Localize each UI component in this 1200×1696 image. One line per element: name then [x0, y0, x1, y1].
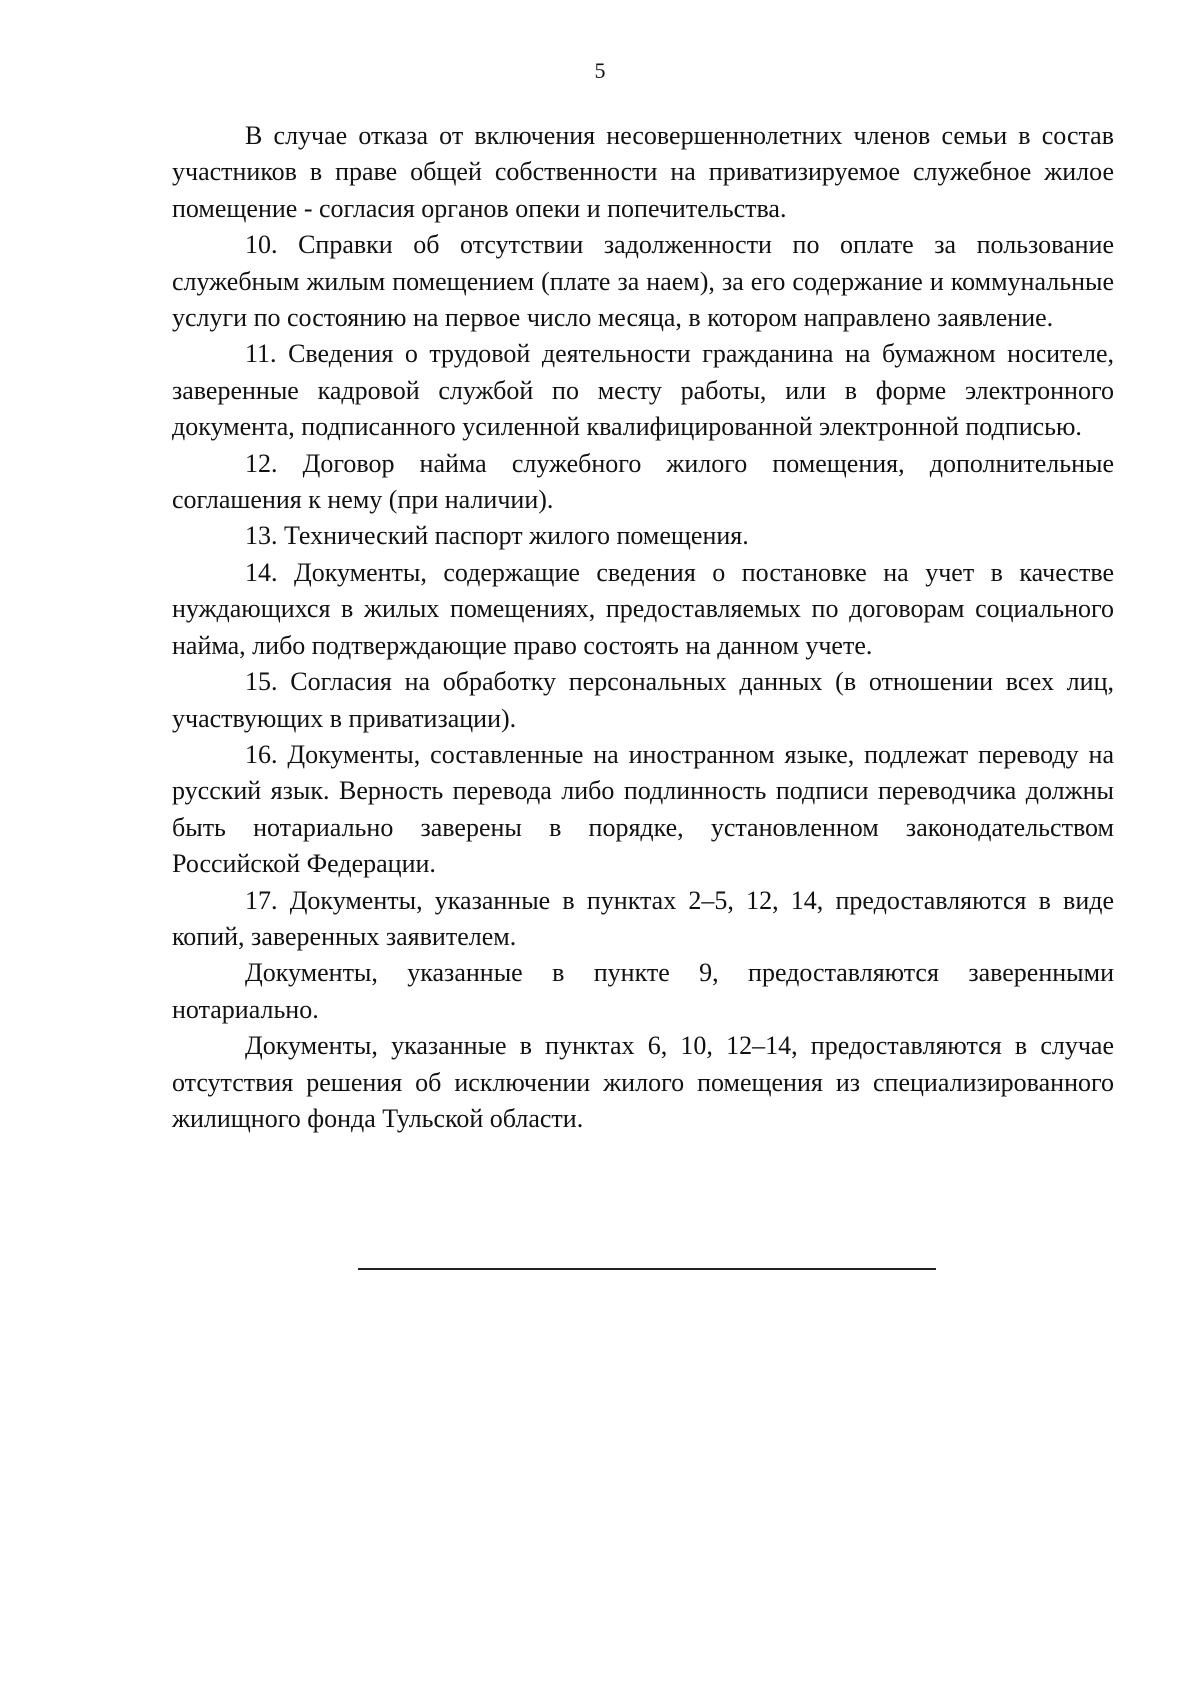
paragraph-guardianship-consent: В случае отказа от включения несовершеннолетних членов семьи в состав участников в праве общей собственности на приватизируемое служебное жилое помещение - согласия органов опеки и попечительства.: [172, 121, 1114, 223]
document-body: [172, 118, 1114, 1137]
paragraph-item-10: 10. Справки об отсутствии задолженности по оплате за пользование служебным жилым помещением (плате за наем), за его содержание и коммунальные услуги по состоянию на первое число месяца, в котором направлено заявление.: [172, 230, 1114, 333]
paragraph-item-12: 12. Договор найма служебного жилого помещения, дополнительные соглашения к нему (при наличии).: [172, 448, 1114, 515]
end-of-document-line: [358, 1268, 936, 1270]
paragraph-item-14: 14. Документы, содержащие сведения о постановке на учет в качестве нуждающихся в жилых помещениях, предоставляемых по договорам социального найма, либо подтверждающие право состоять на данном учете.: [172, 557, 1114, 660]
paragraph-item-15: 15. Согласия на обработку персональных данных (в отношении всех лиц, участвующих в приватизации).: [172, 667, 1114, 733]
paragraph-notarized-documents: Документы, указанные в пункте 9, предоставляются заверенными нотариально.: [172, 958, 1114, 1024]
paragraph-item-13: 13. Технический паспорт жилого помещения.: [245, 521, 749, 551]
paragraph-exclusion-condition: Документы, указанные в пунктах 6, 10, 12–14, предоставляются в случае отсутствия решения об исключении жилого помещения из специализированного жилищного фонда Тульской области.: [172, 1031, 1114, 1133]
page-number: 5: [594, 58, 606, 83]
paragraph-item-16: 16. Документы, составленные на иностранном языке, подлежат переводу на русский язык. Верность перевода либо подлинность подписи переводчика должны быть нотариально заверены в порядке, установленном законодательством Российской Федерации.: [172, 739, 1114, 879]
paragraph-item-17: 17. Документы, указанные в пунктах 2–5, 12, 14, предоставляются в виде копий, заверенных заявителем.: [172, 885, 1114, 951]
paragraph-item-11: 11. Сведения о трудовой деятельности гражданина на бумажном носителе, заверенные кадровой службой по месту работы, или в форме электронного документа, подписанного усиленной квалифицированной электронной подписью.: [172, 339, 1114, 442]
